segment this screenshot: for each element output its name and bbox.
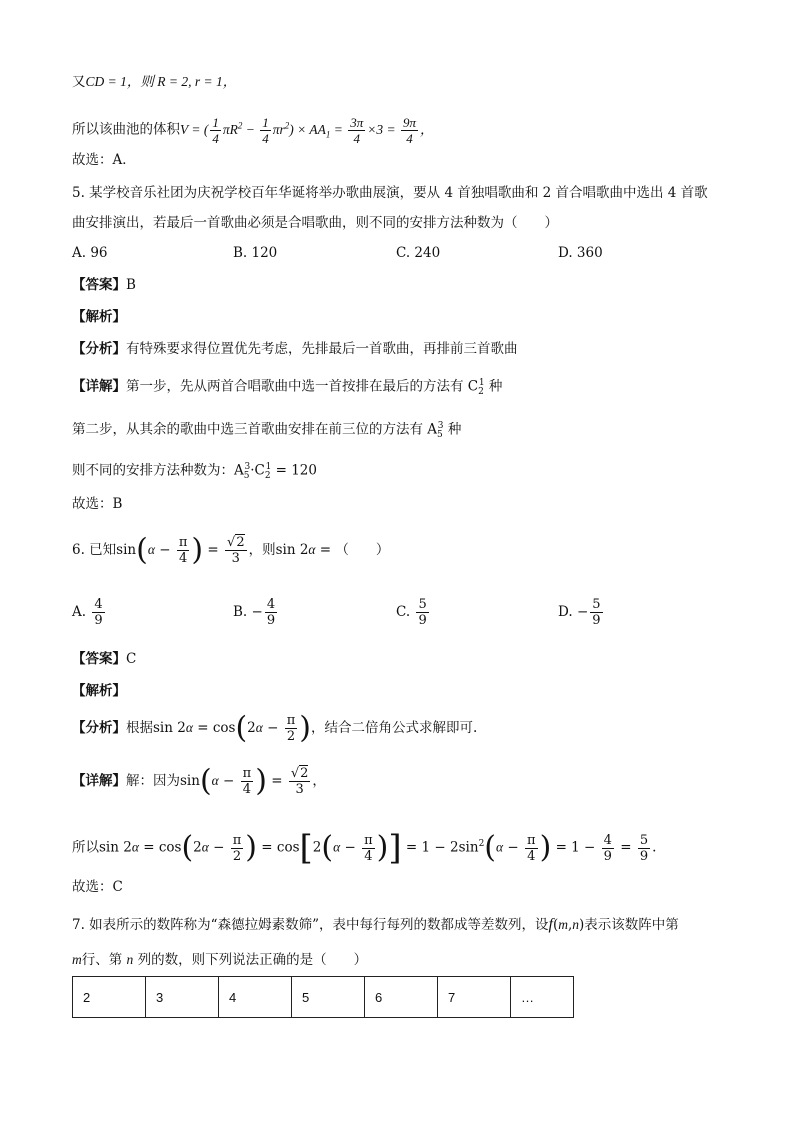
- text: 列的数，则下列说法正确的是（ ）: [137, 952, 368, 968]
- denominator: 9: [418, 613, 427, 628]
- table-cell: 6: [365, 977, 438, 1018]
- jiexi-tag: 【解析】: [72, 683, 126, 699]
- numerator: 5: [592, 597, 601, 612]
- text: （ ）: [335, 542, 390, 558]
- table-cell: 7: [438, 977, 511, 1018]
- numerator: 5: [418, 597, 427, 612]
- answer-value: C: [126, 651, 137, 667]
- fenxi-tag: 【分析】: [72, 341, 126, 357]
- q5-fenxi: [72, 339, 518, 359]
- line-volume: [72, 107, 434, 152]
- q6-choose: 故选：C: [72, 879, 123, 895]
- q5-stem-1: 5. 某学校音乐社团为庆祝学校百年华诞将举办歌曲展演，要从 4 首独唱歌曲和 2 首合唱歌曲中选出 4 首歌: [72, 185, 708, 201]
- option-label: B.: [233, 604, 248, 620]
- q7-stem-2: m行、第 n 列的数，则下列说法正确的是（ ）: [72, 952, 368, 968]
- table-cell: 2: [73, 977, 146, 1018]
- text: = 120: [275, 462, 317, 479]
- line-cd: [72, 72, 236, 92]
- q5-option-a: A. 96: [72, 245, 108, 261]
- q5-choose: 故选：B: [72, 496, 123, 512]
- text: ，结合二倍角公式求解即可.: [311, 720, 478, 736]
- math-volume: V = ( $\frac{1}{4}$ $\pi R^2$ − $\frac{1}{4}$ $\pi r^2) \times AA_1$ = $\frac{3\pi}{4}$ ×3 = $\frac{9\pi}{4}$ ，: [180, 114, 434, 146]
- option-label: C.: [396, 604, 411, 620]
- q5-option-b: B. 120: [233, 245, 278, 261]
- table-cell: …: [511, 977, 574, 1018]
- q6-option-a: [72, 594, 107, 630]
- option-fraction: [416, 597, 428, 628]
- q5-stem-2: 曲安排演出，若最后一首歌曲必须是合唱歌曲，则不同的安排方法种数为（ ）: [72, 215, 558, 231]
- q6-fenxi: 【分析】根据sin 2α = cos(2α − $\frac{\pi}{2}$ )，结合二倍角公式求解即可.: [72, 710, 478, 746]
- text: 解：因为: [126, 773, 180, 789]
- table-cell: 4: [219, 977, 292, 1018]
- text: 所以该曲池的体积: [72, 121, 180, 138]
- option-sign: −: [251, 604, 263, 620]
- text: 第一步，先从两首合唱歌曲中选一首按排在最后的方法有: [126, 378, 464, 395]
- answer-tag: 【答案】: [72, 651, 126, 667]
- q6-jiexi: [72, 681, 126, 701]
- option-label: A.: [72, 604, 87, 620]
- line-choose-a: 故选：A．: [72, 152, 136, 168]
- sieve-table: [72, 976, 574, 1018]
- text: 有特殊要求得位置优先考虑，先排最后一首歌曲，再排前三首歌曲: [126, 341, 518, 357]
- q5-total: 则不同的安排方法种数为：$A_5^3\cdot C_2^1 = 120$: [72, 462, 317, 482]
- q5-step1: 【详解】第一步，先从两首合唱歌曲中选一首按排在最后的方法有 $C_2^1$ 种: [72, 378, 503, 398]
- q5-jiexi: [72, 307, 126, 327]
- denominator: 9: [266, 613, 276, 628]
- table-row: [73, 977, 574, 1018]
- q6-jie: 【详解】解：因为sin(α − $\frac{\pi}{4}$ ) = $\frac{√2}{3}$ ，: [72, 763, 326, 799]
- q5-option-c: C. 240: [396, 245, 441, 261]
- q6-suoyi: 所以sin 2α = cos(2α − $\frac{\pi}{2}$ ) = cos[2(α − $\frac{\pi}{4}$ )] = $1 - 2\sin^2(\alpha$ − $\frac{\pi}{4}$ ) = 1 − $\frac{4}{9}$ = $\frac{5}{9}$ .: [72, 828, 657, 868]
- text: 根据: [126, 720, 153, 736]
- option-label: D.: [558, 604, 573, 620]
- text: 6. 已知: [72, 542, 117, 558]
- answer-value: B: [126, 277, 136, 293]
- text: 种: [488, 378, 503, 395]
- math-cd: CD = 1，则 R = 2, r = 1，: [85, 74, 237, 89]
- option-fraction: [92, 597, 104, 628]
- table-cell: 5: [292, 977, 365, 1018]
- option-fraction: [590, 597, 602, 628]
- q5-step2: 第二步，从其余的歌曲中选三首歌曲安排在前三位的方法有 $A_5^3$ 种: [72, 421, 462, 441]
- q5-answer: [72, 275, 136, 295]
- q6-answer: [72, 649, 136, 669]
- text: 行、第: [81, 952, 123, 968]
- xiangjie-tag: 【详解】: [72, 378, 126, 395]
- text: 7. 如表所示的数阵称为“森德拉姆素数筛”，表中每行每列的数都成等差数列，设: [72, 917, 549, 933]
- option-sign: −: [576, 604, 589, 620]
- text: 表示该数阵中第: [584, 917, 679, 933]
- q6-option-b: [233, 594, 279, 630]
- q6-option-d: [558, 594, 605, 630]
- text: 又: [72, 74, 86, 90]
- table-cell: 3: [146, 977, 219, 1018]
- jiexi-tag: 【解析】: [72, 309, 126, 325]
- text: 所以: [72, 839, 99, 856]
- q5-option-d: D. 360: [558, 245, 603, 261]
- xiangjie-tag: 【详解】: [72, 773, 126, 789]
- text: 第二步，从其余的歌曲中选三首歌曲安排在前三位的方法有: [72, 421, 423, 438]
- q7-stem-1: 7. 如表所示的数阵称为“森德拉姆素数筛”，表中每行每列的数都成等差数列，设f(m,n)表示该数阵中第: [72, 916, 679, 933]
- text: 种: [447, 421, 462, 438]
- q6-stem: 6. 已知sin(α − $\frac{\pi}{4}$ ) = $\frac{√2}{3}$ ，则sin 2α = （ ）: [72, 532, 390, 568]
- text: 则不同的安排方法种数为：: [72, 462, 234, 479]
- numerator: 4: [94, 597, 103, 612]
- numerator: 4: [266, 597, 276, 612]
- fenxi-tag: 【分析】: [72, 720, 126, 736]
- text: ，则: [248, 542, 276, 558]
- answer-tag: 【答案】: [72, 277, 126, 293]
- denominator: 9: [592, 613, 601, 628]
- denominator: 9: [94, 613, 103, 628]
- option-fraction: [265, 597, 277, 628]
- q6-option-c: [396, 594, 431, 630]
